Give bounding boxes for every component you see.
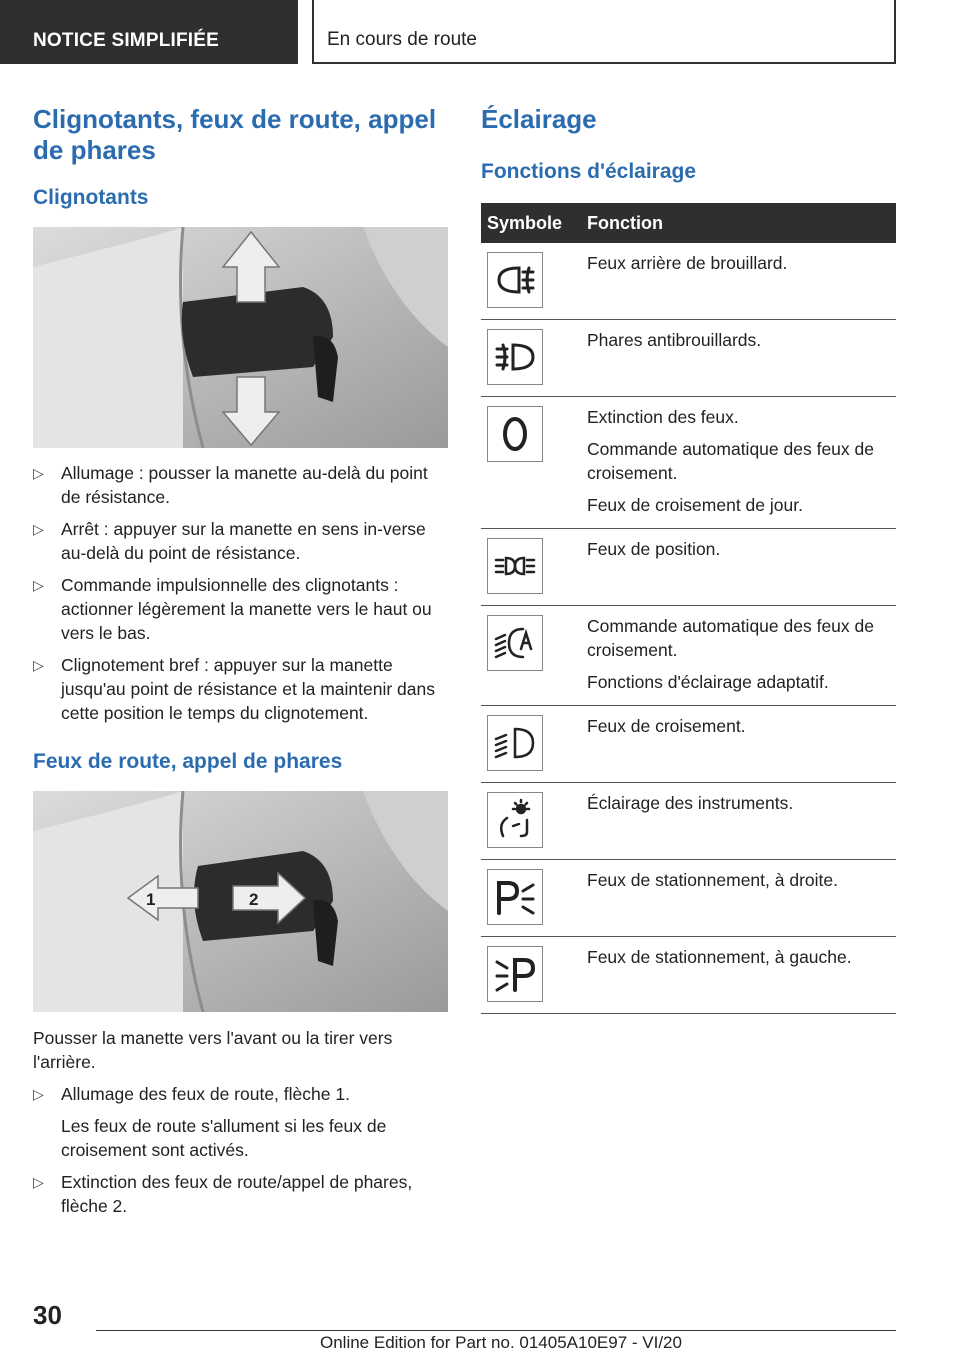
parking-light-left-icon [487,946,543,1002]
subsection-title-indicators: Clignotants [33,186,149,209]
list-item-text: Allumage des feux de route, flèche 1. [61,1084,350,1104]
table-header-row [481,203,896,243]
list-item [33,1082,448,1162]
triangle-bullet-icon: ▷ [33,577,44,593]
indicator-bullet-list [33,461,448,725]
triangle-bullet-icon: ▷ [33,1174,44,1190]
low-beam-icon [487,715,543,771]
table-row [481,529,896,606]
function-text: Feux de position. [587,539,721,559]
table-row [481,606,896,706]
function-text: Fonctions d'éclairage adaptatif. [587,672,829,692]
arrow-2-label: 2 [249,890,259,909]
front-fog-light-icon [487,329,543,385]
function-text: Feux de stationnement, à droite. [587,870,838,890]
list-item-text: Extinction des feux de route/appel de phares, flèche 2. [61,1172,413,1216]
triangle-bullet-icon: ▷ [33,465,44,481]
table-row [481,783,896,860]
subsection-title-high-beam: Feux de route, appel de phares [33,750,343,773]
list-item-text: Allumage : pousser la manette au-delà du point de résistance. [61,463,428,507]
list-item [33,573,448,645]
table-row [481,706,896,783]
function-text: Feux de croisement de jour. [587,495,803,515]
high-beam-lever-image [33,791,448,1012]
list-item [33,1170,448,1218]
header-section-label: NOTICE SIMPLIFIÉE [33,30,220,51]
list-item [33,517,448,565]
table-row [481,243,896,320]
right-column [481,104,896,1014]
header-section-tab [0,0,298,64]
footer-divider [96,1330,896,1331]
function-text: Commande automatique des feux de croisement. [587,439,874,483]
list-item [33,653,448,725]
triangle-bullet-icon: ▷ [33,521,44,537]
table-row [481,397,896,529]
list-item-text: Arrêt : appuyer sur la manette en sens in-verse au-delà du point de résistance. [61,519,426,563]
function-text: Extinction des feux. [587,407,739,427]
auto-headlight-icon [487,615,543,671]
function-text: Commande automatique des feux de croisement. [587,616,874,660]
parking-position-light-icon [487,538,543,594]
rear-fog-light-icon [487,252,543,308]
list-item-text: Commande impulsionnelle des clignotants : actionner légèrement la manette vers le haut ou vers le bas. [61,575,432,643]
lighting-functions-subtitle: Fonctions d'éclairage [481,160,697,183]
function-text: Éclairage des instruments. [587,793,794,813]
triangle-bullet-icon: ▷ [33,1086,44,1102]
arrow-1-label: 1 [146,890,156,909]
header-chapter-box [312,0,896,64]
table-row [481,860,896,937]
turn-signal-lever-image [33,227,448,448]
list-item-text: Clignotement bref : appuyer sur la manette jusqu'au point de résistance et la maintenir dans cette position le temps du clignotement. [61,655,435,723]
column-header-function: Fonction [581,203,896,243]
parking-light-right-icon [487,869,543,925]
instrument-lighting-icon [487,792,543,848]
table-row [481,937,896,1014]
function-text: Feux arrière de brouillard. [587,253,788,273]
lighting-title: Éclairage [481,104,597,134]
left-column [33,104,448,1226]
lights-off-icon [487,406,543,462]
list-item-subtext: Les feux de route s'allument si les feux de croisement sont activés. [61,1116,387,1160]
section-title: Clignotants, feux de route, appel de phares [33,104,437,165]
triangle-bullet-icon: ▷ [33,657,44,673]
high-beam-paragraph: Pousser la manette vers l'avant ou la tirer vers l'arrière. [33,1028,393,1072]
header-chapter-label: En cours de route [327,29,477,50]
high-beam-bullet-list [33,1082,448,1218]
page-number: 30 [33,1300,62,1330]
column-header-symbol: Symbole [481,203,581,243]
function-text: Feux de croisement. [587,716,746,736]
function-text: Feux de stationnement, à gauche. [587,947,852,967]
lighting-functions-table [481,203,896,1014]
table-row [481,320,896,397]
function-text: Phares antibrouillards. [587,330,762,350]
footer-edition: Online Edition for Part no. 01405A10E97 - VI/20 [320,1333,682,1352]
list-item [33,461,448,509]
